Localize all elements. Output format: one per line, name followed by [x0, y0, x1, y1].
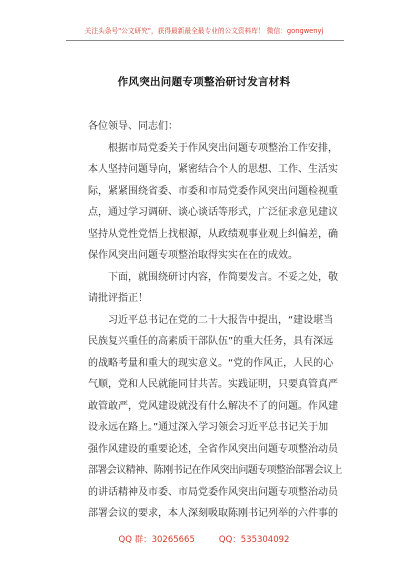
paragraph-line: 本人坚持问题导向，紧密结合个人的思想、工作、生活实	[88, 164, 338, 175]
paragraph-line: 习近平总书记在党的二十大报告中提出，“建设堪当	[108, 314, 334, 326]
paragraph-line: 民族复兴重任的高素质干部队伍”的重大任务，具有深远	[88, 336, 334, 347]
footer-contact	[0, 533, 408, 545]
salutation: 各位领导、同志们：	[88, 121, 178, 132]
paragraph-line: 部署会议的要求，本人深刻吸取陈刚书记列举的六件事的	[88, 508, 338, 519]
paragraph-line: 下面，就围绕研讨内容，作简要发言。不妥之处，敬	[108, 271, 338, 283]
paragraph-line: 的战略考量和重大的现实意义。“党的作风正，人民的心	[88, 357, 334, 369]
paragraph-line: 坚持从党性党悟上找根源，从政绩观事业观上纠偏差，确	[88, 228, 338, 240]
qq-group-number: QQ 群：30265665	[118, 535, 195, 545]
document-title: 作风突出问题专项整治研讨发言材料	[117, 76, 291, 88]
paragraph-line: 点，通过学习调研、谈心谈话等形式，广泛征求意见建议	[88, 207, 338, 218]
paragraph-line: 的讲话精神及市委、市局党委作风突出问题专项整治动员	[88, 486, 338, 498]
qq-number: QQ：535304092	[218, 535, 290, 545]
paragraph-line: 设永远在路上。”通过深入学习领会习近平总书记关于加	[88, 422, 329, 433]
header-banner: 关注头条号"公文研究"，获得最新最全最专业的公文资料库！ 微信：gongwenyj	[84, 27, 324, 35]
paragraph-line: 请批评指正！	[88, 293, 148, 304]
paragraph-line: 部署会议精神、陈刚书记在作风突出问题专项整治部署会议上	[88, 465, 342, 476]
paragraph-line: 际，紧紧围绕省委、市委和市局党委作风突出问题检视重	[88, 185, 338, 197]
paragraph-line: 强作风建设的重要论述，全省作风突出问题专项整治动员	[88, 443, 338, 455]
header-divider	[66, 40, 344, 41]
paragraph-line: 敢管敢严，党风建设就没有什么解决不了的问题。作风建	[88, 400, 338, 412]
document-body	[88, 116, 342, 525]
paragraph-line: 根据市局党委关于作风突出问题专项整治工作安排，	[108, 142, 338, 154]
paragraph-line: 气顺，党和人民就能同甘共苦。实践证明，只要真管真严	[88, 379, 338, 390]
paragraph-line: 保作风突出问题专项整治取得实实在在的成效。	[88, 250, 298, 261]
